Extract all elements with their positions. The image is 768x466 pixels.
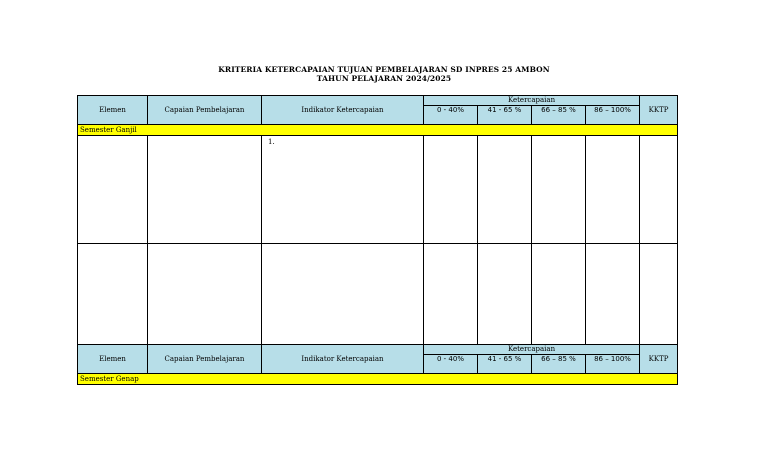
cell-range-66-85[interactable]: [532, 244, 586, 345]
cell-elemen[interactable]: [78, 244, 148, 345]
document-title: KRITERIA KETERCAPAIAN TUJUAN PEMBELAJARAN SD INPRES 25 AMBON: [218, 65, 550, 74]
cell-range-86-100[interactable]: [586, 244, 640, 345]
cell-range-66-85[interactable]: [532, 136, 586, 244]
header-range-86-100: 86 – 100%: [586, 355, 640, 374]
kktp-table: [77, 95, 678, 385]
header-range-66-85: 66 – 85 %: [532, 106, 586, 125]
header-capaian-pembelajaran: Capaian Pembelajaran: [148, 96, 262, 125]
header-capaian-pembelajaran: Capaian Pembelajaran: [148, 345, 262, 374]
header-ketercapaian: Ketercapaian: [424, 96, 640, 106]
cell-elemen[interactable]: [78, 136, 148, 244]
header-ketercapaian: Ketercapaian: [424, 345, 640, 355]
header-kktp: KKTP: [640, 96, 678, 125]
table-row: [78, 244, 678, 345]
header-kktp: KKTP: [640, 345, 678, 374]
header-range-0-40: 0 - 40%: [424, 355, 478, 374]
semester-genap-row: Semester Genap: [78, 374, 678, 385]
cell-range-0-40[interactable]: [424, 136, 478, 244]
semester-ganjil-row: Semester Ganjil: [78, 125, 678, 136]
cell-range-41-65[interactable]: [478, 244, 532, 345]
cell-indikator[interactable]: [262, 244, 424, 345]
header-range-41-65: 41 - 65 %: [478, 106, 532, 125]
table-row: [78, 136, 678, 244]
header-elemen: Elemen: [78, 345, 148, 374]
header-range-86-100: 86 – 100%: [586, 106, 640, 125]
cell-range-0-40[interactable]: [424, 244, 478, 345]
cell-kktp[interactable]: [640, 244, 678, 345]
cell-range-86-100[interactable]: [586, 136, 640, 244]
header-indikator-ketercapaian: Indikator Ketercapaian: [262, 96, 424, 125]
cell-capaian[interactable]: [148, 136, 262, 244]
header-elemen: Elemen: [78, 96, 148, 125]
cell-kktp[interactable]: [640, 136, 678, 244]
document-subtitle: TAHUN PELAJARAN 2024/2025: [316, 74, 452, 83]
header-range-0-40: 0 - 40%: [424, 106, 478, 125]
header-range-66-85: 66 – 85 %: [532, 355, 586, 374]
header-indikator-ketercapaian: Indikator Ketercapaian: [262, 345, 424, 374]
header-range-41-65: 41 - 65 %: [478, 355, 532, 374]
cell-capaian[interactable]: [148, 244, 262, 345]
cell-indikator[interactable]: 1.: [262, 136, 424, 244]
cell-range-41-65[interactable]: [478, 136, 532, 244]
